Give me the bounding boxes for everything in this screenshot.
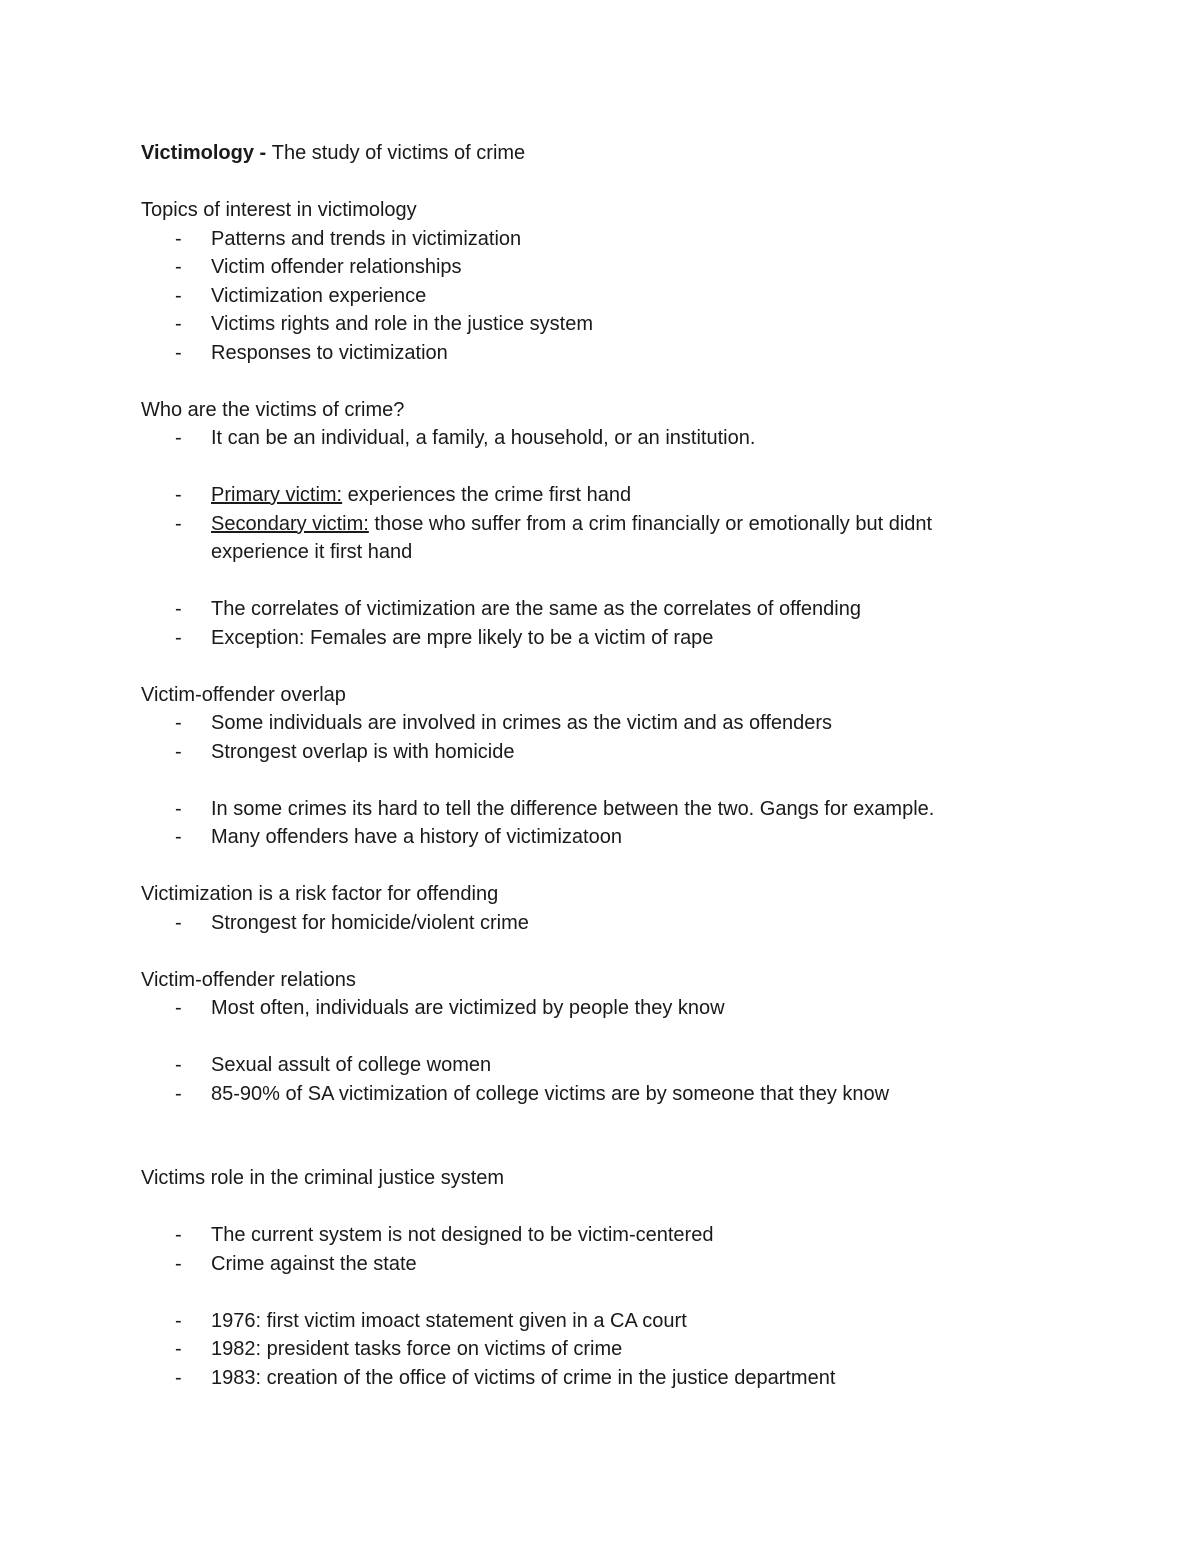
list-item: - The correlates of victimization are the same as the correlates of offending xyxy=(141,595,1041,624)
list-item: - Strongest overlap is with homicide xyxy=(141,738,1041,767)
dash-bullet: - xyxy=(175,1252,182,1275)
dash-bullet: - xyxy=(175,1309,182,1332)
spacer xyxy=(141,1193,1041,1222)
title-term: Victimology xyxy=(141,142,254,164)
role-list xyxy=(141,1221,1041,1278)
list-item: - Strongest for homicide/violent crime xyxy=(141,909,1041,938)
title-definition: The study of victims of crime xyxy=(271,142,526,164)
who-list xyxy=(141,424,1041,453)
dash-bullet: - xyxy=(175,313,182,335)
list-item: - Victimization experience xyxy=(141,282,1041,311)
list-item: - Exception: Females are mpre likely to be a victim of rape xyxy=(141,624,1041,653)
dash-bullet: - xyxy=(175,598,182,620)
section-heading-role: Victims role in the criminal justice system xyxy=(141,1167,505,1189)
list-item: - Sexual assult of college women xyxy=(141,1051,1041,1080)
dash-bullet: - xyxy=(175,997,182,1019)
list-item: - The current system is not designed to be victim-centered xyxy=(141,1221,1041,1250)
list-item: - 1983: creation of the office of victims of crime in the justice department xyxy=(141,1364,1041,1393)
overlap-list-2 xyxy=(141,795,1041,852)
spacer xyxy=(141,1023,1041,1052)
risk-list xyxy=(141,909,1041,938)
list-item: - It can be an individual, a family, a household, or an institution. xyxy=(141,424,1041,453)
spacer xyxy=(141,766,1041,795)
list-item: - Patterns and trends in victimization xyxy=(141,225,1041,254)
list-item-secondary-victim: - Secondary victim: those who suffer from a crim financially or emotionally but didnt experience it first hand xyxy=(141,510,1041,567)
dash-bullet: - xyxy=(175,341,182,364)
relations-list xyxy=(141,994,1041,1023)
relations-list-2 xyxy=(141,1051,1041,1108)
list-item: - Victims rights and role in the justice system xyxy=(141,310,1041,339)
spacer xyxy=(141,567,1041,596)
section-heading-relations: Victim-offender relations xyxy=(141,968,356,991)
list-item: - Most often, individuals are victimized by people they know xyxy=(141,994,1041,1023)
topics-list xyxy=(141,225,1041,368)
dash-bullet: - xyxy=(175,1054,182,1076)
timeline-list xyxy=(141,1307,1041,1393)
correlates-list xyxy=(141,595,1041,652)
primary-victim-term: Primary victim: xyxy=(211,484,343,506)
dash-bullet: - xyxy=(175,484,182,506)
dash-bullet: - xyxy=(175,1082,182,1105)
dash-bullet: - xyxy=(175,256,182,278)
spacer xyxy=(141,652,1041,681)
spacer xyxy=(141,1108,1041,1164)
dash-bullet: - xyxy=(175,712,182,734)
title-separator: - xyxy=(254,142,272,164)
victim-types-list xyxy=(141,481,1041,567)
dash-bullet: - xyxy=(175,626,182,649)
spacer xyxy=(141,453,1041,482)
list-item: - In some crimes its hard to tell the difference between the two. Gangs for example. xyxy=(141,795,1041,824)
list-item: - 85-90% of SA victimization of college victims are by someone that they know xyxy=(141,1080,1041,1109)
list-item: - 1976: first victim imoact statement given in a CA court xyxy=(141,1307,1041,1336)
list-item-primary-victim: - Primary victim: experiences the crime first hand xyxy=(141,481,1041,510)
dash-bullet: - xyxy=(175,427,182,449)
spacer xyxy=(141,168,1041,197)
section-heading-risk: Victimization is a risk factor for offending xyxy=(141,883,499,905)
dash-bullet: - xyxy=(175,911,182,934)
spacer xyxy=(141,852,1041,881)
dash-bullet: - xyxy=(175,1366,182,1389)
spacer xyxy=(141,1278,1041,1307)
dash-bullet: - xyxy=(175,740,182,763)
list-item: - Many offenders have a history of victimizatoon xyxy=(141,823,1041,852)
list-item: - Victim offender relationships xyxy=(141,253,1041,282)
dash-bullet: - xyxy=(175,284,182,307)
list-item: - Some individuals are involved in crimes as the victim and as offenders xyxy=(141,709,1041,738)
section-heading-who: Who are the victims of crime? xyxy=(141,398,405,421)
document-title xyxy=(141,139,1041,168)
dash-bullet: - xyxy=(175,227,182,250)
list-item: - Crime against the state xyxy=(141,1250,1041,1279)
secondary-victim-term: Secondary victim: xyxy=(211,512,369,535)
section-heading-topics: Topics of interest in victimology xyxy=(141,199,417,221)
dash-bullet: - xyxy=(175,1338,182,1360)
dash-bullet: - xyxy=(175,1224,182,1246)
dash-bullet: - xyxy=(175,797,182,820)
list-item: - Responses to victimization xyxy=(141,339,1041,368)
section-heading-overlap: Victim-offender overlap xyxy=(141,683,346,706)
dash-bullet: - xyxy=(175,512,182,535)
spacer xyxy=(141,367,1041,396)
document-body xyxy=(141,139,1041,1392)
spacer xyxy=(141,937,1041,966)
dash-bullet: - xyxy=(175,826,182,848)
overlap-list xyxy=(141,709,1041,766)
list-item: - 1982: president tasks force on victims of crime xyxy=(141,1335,1041,1364)
